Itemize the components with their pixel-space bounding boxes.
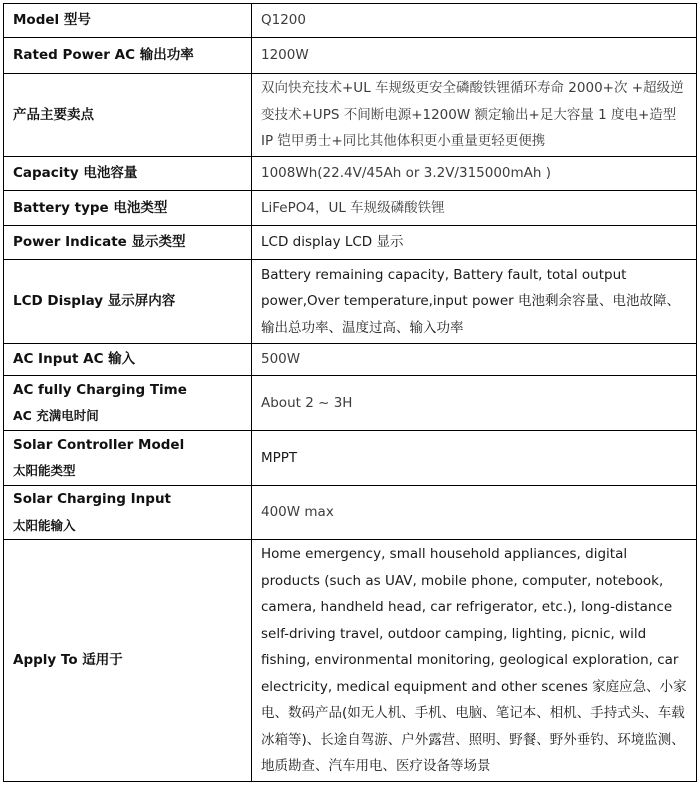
spec-label xyxy=(4,376,252,431)
spec-value: Q1200 xyxy=(252,4,697,38)
spec-label-cn: AC 充满电时间 xyxy=(13,408,99,423)
spec-label: Rated Power AC 输出功率 xyxy=(4,38,252,74)
spec-table xyxy=(3,3,697,782)
spec-value: Home emergency, small household appliances, digital products (such as UAV, mobile phone, computer, notebook, camera, handheld head, car refrigerator, etc.), long-distance self-driving travel, outdoor camping, lighting, picnic, wild fishing, environmental monitoring, geological exploration, car electricity, medical equipment and other scenes 家庭应急、小家电、数码产品(如无人机、手机、电脑、笔记本、相机、手持式头、车载冰箱等)、长途自驾游、户外露营、照明、野餐、野外垂钓、环境监测、地质勘查、汽车用电、医疗设备等场景 xyxy=(252,540,697,782)
spec-label-en: Solar Charging Input xyxy=(13,491,172,507)
spec-label-cn: 太阳能类型 xyxy=(13,463,76,478)
spec-label: Apply To 适用于 xyxy=(4,540,252,782)
table-row xyxy=(4,38,697,74)
spec-value: Battery remaining capacity, Battery fault, total output power,Over temperature,input power 电池剩余容量、电池故障、输出总功率、温度过高、输入功率 xyxy=(252,260,697,344)
spec-value: 1200W xyxy=(252,38,697,74)
spec-label: LCD Display 显示屏内容 xyxy=(4,260,252,344)
spec-value: 1008Wh(22.4V/45Ah or 3.2V/315000mAh ) xyxy=(252,157,697,191)
spec-label: Model 型号 xyxy=(4,4,252,38)
spec-label: Capacity 电池容量 xyxy=(4,157,252,191)
table-row xyxy=(4,226,697,260)
spec-label: 产品主要卖点 xyxy=(4,74,252,157)
spec-label-cn: 太阳能输入 xyxy=(13,517,76,533)
spec-value: 500W xyxy=(252,344,697,376)
spec-label: AC Input AC 输入 xyxy=(4,344,252,376)
spec-label xyxy=(4,431,252,486)
table-row xyxy=(4,191,697,226)
spec-label-en: AC fully Charging Time xyxy=(13,381,187,398)
spec-value: About 2 ~ 3H xyxy=(252,376,697,431)
spec-label: Power Indicate 显示类型 xyxy=(4,226,252,260)
spec-label xyxy=(4,486,252,540)
spec-label: Battery type 电池类型 xyxy=(4,191,252,226)
spec-value: MPPT xyxy=(252,431,697,486)
table-row xyxy=(4,4,697,38)
table-row xyxy=(4,376,697,431)
spec-value: LiFePO4，UL 车规级磷酸铁锂 xyxy=(252,191,697,226)
spec-value: 400W max xyxy=(252,486,697,540)
table-row xyxy=(4,486,697,540)
table-row xyxy=(4,344,697,376)
table-row xyxy=(4,260,697,344)
table-row xyxy=(4,540,697,782)
spec-value: LCD display LCD 显示 xyxy=(252,226,697,260)
table-row xyxy=(4,431,697,486)
table-row xyxy=(4,74,697,157)
spec-label-en: Solar Controller Model xyxy=(13,436,185,453)
spec-value: 双向快充技术+UL 车规级更安全磷酸铁锂循环寿命 2000+次 +超级逆变技术+UPS 不间断电源+1200W 额定输出+足大容量 1 度电+造型 IP 铠甲勇士+同比其他体积更小重量更轻更便携 xyxy=(252,74,697,157)
table-row xyxy=(4,157,697,191)
